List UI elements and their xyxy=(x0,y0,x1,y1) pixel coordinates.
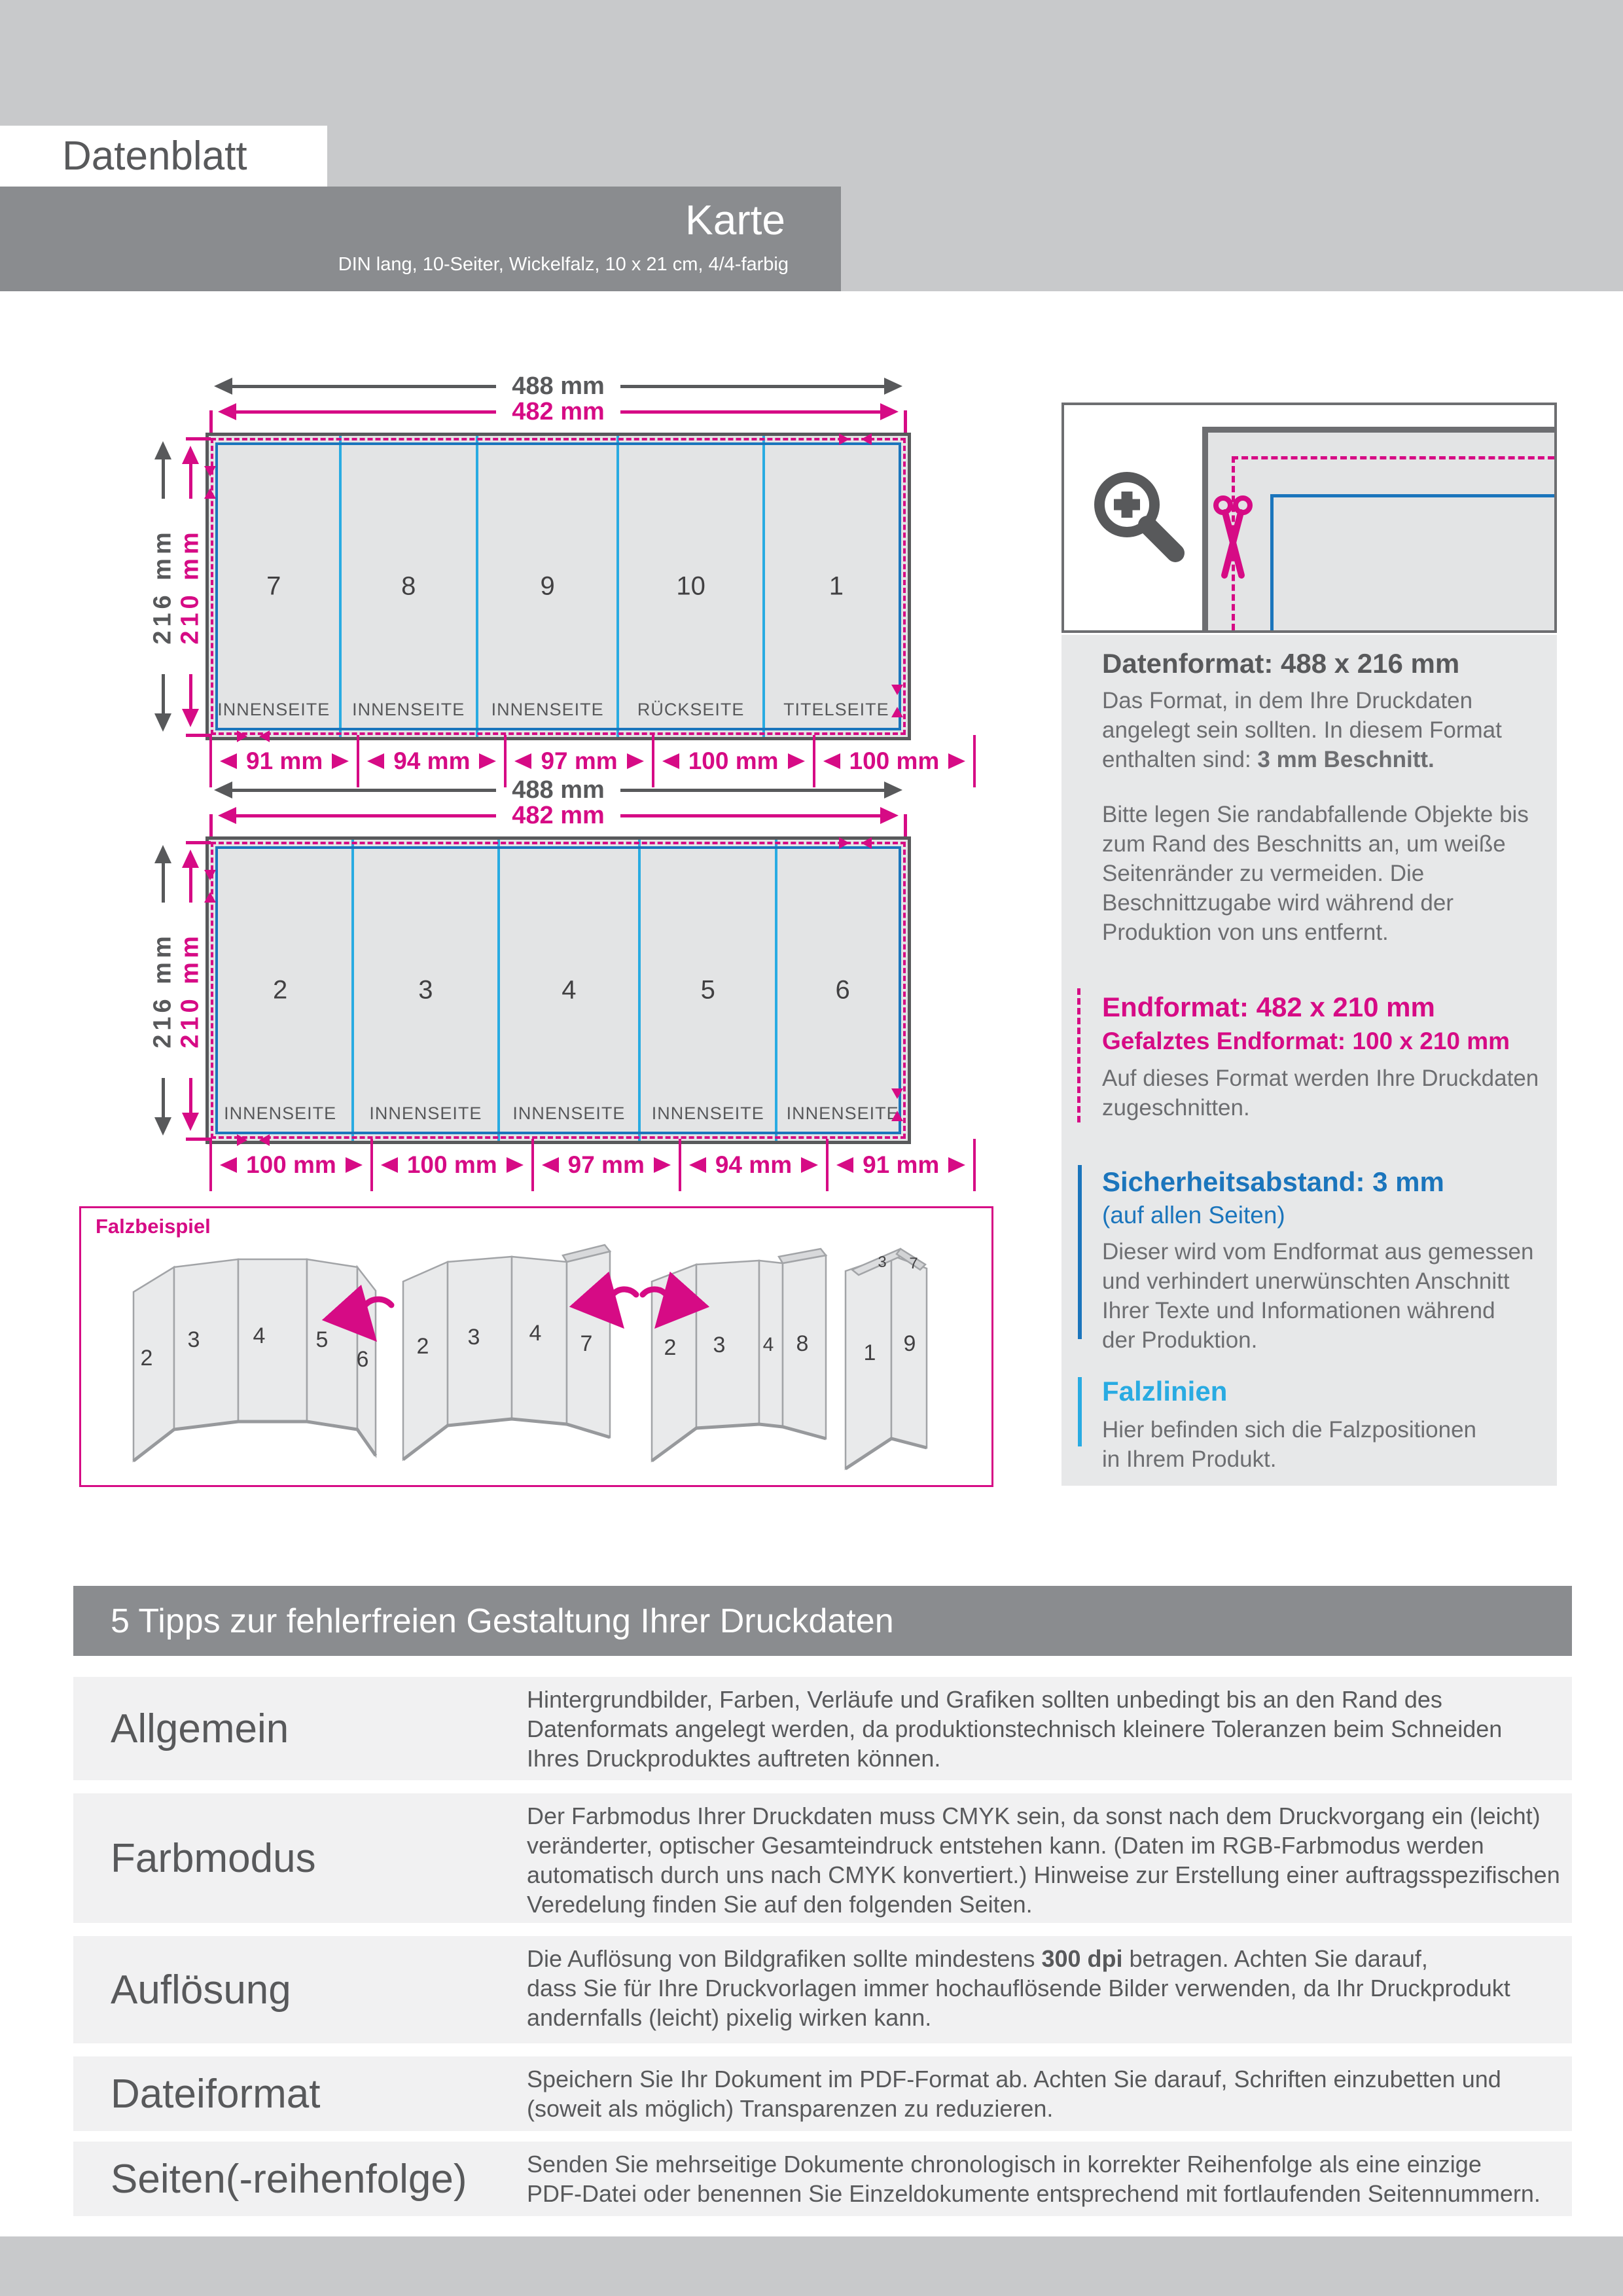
safety-line xyxy=(215,846,901,1134)
bleed-marker-icon xyxy=(891,1088,903,1121)
panel-number: 8 xyxy=(401,571,416,601)
panel-number: 3 xyxy=(418,975,433,1005)
tip-row-aufloesung xyxy=(73,1936,1572,2043)
panel-width-label: 100 mm xyxy=(849,747,940,774)
safety-line-legend xyxy=(1078,1165,1082,1339)
bleed-marker-icon xyxy=(237,730,270,742)
svg-text:3: 3 xyxy=(713,1333,726,1357)
diagram1-outer-height-dimension xyxy=(149,433,177,740)
endformat-folded-heading: Gefalztes Endformat: 100 x 210 mm xyxy=(1102,1028,1510,1054)
tip-label: Dateiformat xyxy=(111,2071,321,2117)
panel-side-label: INNENSEITE xyxy=(651,1103,764,1123)
diagram2-sheet xyxy=(205,836,911,1144)
tip-label: Allgemein xyxy=(111,1706,289,1751)
outer-height-label: 216 mm xyxy=(149,528,177,645)
trim-line-legend xyxy=(1077,988,1080,1122)
panel-side-label: INNENSEITE xyxy=(512,1103,626,1123)
foldlines-heading: Falzlinien xyxy=(1102,1376,1228,1407)
svg-text:9: 9 xyxy=(903,1331,916,1356)
bleed-marker-icon xyxy=(237,1134,270,1146)
data-format-line xyxy=(1202,427,1208,630)
panel-number: 2 xyxy=(273,975,288,1005)
diagram2-outer-width-dimension xyxy=(205,776,911,804)
panel-side-label: TITELSEITE xyxy=(783,700,889,719)
trim-width-label: 482 mm xyxy=(512,397,605,425)
tip-label: Farbmodus xyxy=(111,1835,316,1881)
panel-width-label: 100 mm xyxy=(406,1151,497,1178)
bleed-marker-icon xyxy=(204,466,216,499)
svg-text:1: 1 xyxy=(863,1340,876,1365)
tips-header-bar xyxy=(73,1586,1572,1656)
svg-text:3: 3 xyxy=(187,1327,200,1352)
dataformat-text: Das Format, in dem Ihre Druckdaten angelegt sein sollten. In diesem Format enthalten sind: 3 mm Beschnitt. xyxy=(1102,688,1502,772)
dataformat-heading: Datenformat: 488 x 216 mm xyxy=(1102,648,1460,679)
tip-text: Der Farbmodus Ihrer Druckdaten muss CMYK sein, da sonst nach dem Druckvorgang ein (leicht) veränderter, optischer Gesamteindruck entstehen kann. (Daten im RGB-Farbmodus werden automatisch durch uns nach CMYK konvertiert.) Hinweise zur Erstellung einer auftragsspezifischen Veredelung finden Sie auf den folgenden Seiten. xyxy=(527,1803,1560,1918)
bleed-marker-icon xyxy=(204,870,216,903)
svg-text:7: 7 xyxy=(580,1331,593,1356)
tips-header-title: 5 Tipps zur fehlerfreien Gestaltung Ihrer Druckdaten xyxy=(111,1602,894,1640)
panel-side-label: RÜCKSEITE xyxy=(637,700,745,719)
endformat-heading: Endformat: 482 x 210 mm xyxy=(1102,992,1435,1022)
panel-width-label: 100 mm xyxy=(688,747,779,774)
bleed-text: Bitte legen Sie randabfallende Objekte bis zum Rand des Beschnitts an, um weiße Seitenränder zu vermeiden. Die Beschnittzugabe wird während der Produktion von uns entfernt. xyxy=(1102,802,1529,945)
panel-number: 4 xyxy=(562,975,577,1005)
panel-number: 9 xyxy=(540,571,555,601)
doc-label-box xyxy=(0,126,327,187)
svg-text:5: 5 xyxy=(315,1327,329,1352)
arrow-right-icon xyxy=(884,378,911,395)
svg-text:7: 7 xyxy=(909,1255,918,1272)
svg-text:3: 3 xyxy=(878,1253,887,1271)
panel-number: 5 xyxy=(700,975,715,1005)
tip-row-farbmodus xyxy=(73,1793,1572,1923)
product-title-band xyxy=(0,187,841,291)
diagram1-sheet xyxy=(205,433,911,740)
corner-detail-box xyxy=(1061,403,1557,633)
tip-label: Auflösung xyxy=(111,1967,291,2013)
panel-width-label: 91 mm xyxy=(246,747,323,774)
panel-side-label: INNENSEITE xyxy=(491,700,604,719)
panel-width-label: 100 mm xyxy=(246,1151,336,1178)
outer-height-label: 216 mm xyxy=(149,932,177,1049)
diagram2-outer-height-dimension xyxy=(149,836,177,1144)
diagram1-trim-width-dimension xyxy=(209,397,907,425)
safety-line xyxy=(215,442,901,730)
fold-arrow-icon xyxy=(609,1289,636,1316)
footer-band xyxy=(0,2236,1623,2296)
trim-line xyxy=(1232,456,1554,459)
trim-height-label: 210 mm xyxy=(176,932,204,1049)
diagram2-trim-height-dimension xyxy=(176,841,205,1139)
bleed-marker-icon xyxy=(891,685,903,717)
arrow-left-icon xyxy=(209,403,236,420)
doc-label: Datenblatt xyxy=(62,134,247,179)
scissors-icon xyxy=(1213,495,1253,582)
panel-side-label: INNENSEITE xyxy=(369,1103,482,1123)
tip-text: Speichern Sie Ihr Dokument im PDF-Format ab. Achten Sie darauf, Schriften einzubetten und (soweit als möglich) Transparenzen zu reduzieren. xyxy=(527,2066,1501,2122)
svg-text:3: 3 xyxy=(467,1325,480,1350)
data-format-line xyxy=(1202,427,1554,433)
panel-width-label: 94 mm xyxy=(393,747,471,774)
bleed-marker-icon xyxy=(839,433,872,445)
magnifier-plus-icon xyxy=(1082,463,1197,577)
safety-heading: Sicherheitsabstand: 3 mm xyxy=(1102,1166,1444,1197)
diagram2-panel-width-dimensions xyxy=(209,1139,940,1191)
svg-text:4: 4 xyxy=(529,1321,542,1346)
bleed-marker-icon xyxy=(839,837,872,849)
panel-number: 1 xyxy=(829,571,844,601)
tip-row-allgemein xyxy=(73,1677,1572,1780)
tip-text: Senden Sie mehrseitige Dokumente chronologisch in korrekter Reihenfolge als eine einzige PDF-Datei oder benennen Sie Einzeldokumente entsprechend mit fortlaufenden Seitennummern. xyxy=(527,2151,1541,2207)
outer-width-label: 488 mm xyxy=(512,776,605,804)
outer-width-label: 488 mm xyxy=(512,372,605,400)
panel-side-label: INNENSEITE xyxy=(224,1103,337,1123)
svg-text:4: 4 xyxy=(253,1323,266,1348)
panel-number: 7 xyxy=(266,571,281,601)
svg-text:2: 2 xyxy=(140,1346,153,1371)
fold-example-title: Falzbeispiel xyxy=(96,1215,211,1238)
product-title: Karte xyxy=(685,196,785,243)
tip-row-seitenreihenfolge xyxy=(73,2142,1572,2216)
safety-line xyxy=(1270,494,1274,630)
diagram1-outer-width-dimension xyxy=(205,372,911,400)
safety-line xyxy=(1270,494,1554,497)
panel-width-label: 91 mm xyxy=(863,1151,940,1178)
tip-text: Hintergrundbilder, Farben, Verläufe und Grafiken sollten unbedingt bis an den Rand des Datenformats angelegt werden, da produktionstechnisch kleinere Toleranzen beim Schneiden Ihres Druckproduktes auftreten können. xyxy=(527,1686,1503,1772)
diagram1-trim-height-dimension xyxy=(176,437,205,736)
arrow-right-icon xyxy=(880,403,907,420)
fold-example-box xyxy=(79,1206,993,1487)
fold-example-illustration xyxy=(81,1208,991,1485)
format-info-panel xyxy=(1061,635,1557,1486)
panel-number: 10 xyxy=(676,571,705,601)
arrow-left-icon xyxy=(205,378,232,395)
panel-side-label: INNENSEITE xyxy=(786,1103,899,1123)
tip-text: Die Auflösung von Bildgrafiken sollte mindestens 300 dpi betragen. Achten Sie darauf, dass Sie für Ihre Druckvorlagen immer hochauflösende Bilder verwenden, da Ihr Druckprodukt andernfalls (leicht) pixelig wirken kann. xyxy=(527,1945,1510,2031)
svg-text:8: 8 xyxy=(796,1331,809,1356)
tip-row-dateiformat xyxy=(73,2056,1572,2131)
panel-number: 6 xyxy=(835,975,850,1005)
diagram2-trim-width-dimension xyxy=(209,801,907,829)
foldlines-text: Hier befinden sich die Falzpositionen in Ihrem Produkt. xyxy=(1102,1417,1476,1472)
panel-width-label: 97 mm xyxy=(541,747,618,774)
panel-width-label: 97 mm xyxy=(567,1151,645,1178)
panel-width-label: 94 mm xyxy=(715,1151,793,1178)
safety-text: Dieser wird vom Endformat aus gemessen und verhindert unerwünschten Anschnitt Ihrer Texte und Informationen während der Produktion. xyxy=(1102,1239,1534,1353)
panel-side-label: INNENSEITE xyxy=(352,700,465,719)
svg-text:2: 2 xyxy=(416,1334,429,1359)
svg-text:2: 2 xyxy=(664,1335,677,1360)
svg-text:4: 4 xyxy=(762,1334,774,1355)
trim-height-label: 210 mm xyxy=(176,528,204,645)
product-subtitle: DIN lang, 10-Seiter, Wickelfalz, 10 x 21 cm, 4/4-farbig xyxy=(338,254,789,275)
tip-label: Seiten(-reihenfolge) xyxy=(111,2156,467,2202)
svg-text:6: 6 xyxy=(356,1347,369,1372)
safety-subheading: (auf allen Seiten) xyxy=(1102,1202,1285,1229)
endformat-text: Auf dieses Format werden Ihre Druckdaten zugeschnitten. xyxy=(1102,1066,1539,1121)
trim-width-label: 482 mm xyxy=(512,801,605,829)
fold-line-legend xyxy=(1078,1377,1082,1446)
panel-side-label: INNENSEITE xyxy=(217,700,330,719)
